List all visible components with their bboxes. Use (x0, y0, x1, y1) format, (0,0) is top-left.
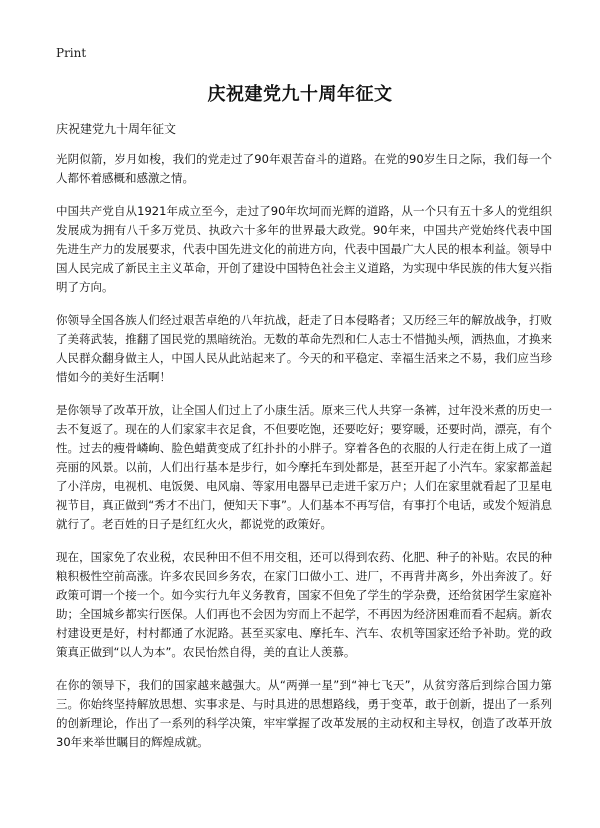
paragraph-3: 你领导全国各族人们经过艰苦卓绝的八年抗战，赶走了日本侵略者；又历经三年的解放战争，打败了美蒋武装，推翻了国民党的黑暗统治。无数的革命先烈和仁人志士不惜抛头颅，洒热血，才换来人民群众翻身做主人，中国人民从此站起来了。今天的和平稳定、幸福生活来之不易，我们应当珍惜如今的美好生活啊！ (56, 313, 552, 384)
paragraph-6: 在你的领导下，我们的国家越来越强大。从“两弹一星”到“神七飞天”，从贫穷落后到综合国力第三。你始终坚持解放思想、实事求是、与时具进的思想路线，勇于变革，敢于创新，提出了一系列的创新理论，作出了一系列的科学决策，牢牢掌握了改革发展的主动权和主导权，创造了改革开放30年来举世瞩目的辉煌成就。 (56, 678, 552, 749)
print-link[interactable]: Print (56, 46, 87, 60)
paragraph-4: 是你领导了改革开放，让全国人们过上了小康生活。原来三代人共穿一条裤，过年没米煮的历史一去不复返了。现在的人们家家丰衣足食，不但要吃饱，还要吃好；要穿暖，还要时尚，漂亮，有个性。过去的瘦骨嶙峋、脸色蜡黄变成了红扑扑的小胖子。穿着各色的衣服的人行走在街上成了一道亮丽的风景。以前，人们出行基本是步行，如今摩托车到处都是，甚至开起了小汽车。家家都盖起了小洋房，电视机、电饭煲、电风扇、等家用电器早已走进千家万户；人们在家里就看起了卫星电视节目，真正做到“秀才不出门，便知天下事”。人们基本不再写信，有事打个电话，或发个短消息就行了。老百姓的日子是红红火火，都说党的政策好。 (56, 403, 552, 531)
article-body (56, 150, 552, 766)
paragraph-2: 中国共产党自从1921年成立至今，走过了90年坎坷而光辉的道路，从一个只有五十多人的党组织发展成为拥有八千多万党员、执政六十多年的世界最大政党。90年来，中国共产党始终代表中国先进生产力的发展要求，代表中国先进文化的前进方向，代表中国最广大人民的根本利益。领导中国人民完成了新民主主义革命，开创了建设中国特色社会主义道路，为实现中华民族的伟大复兴指明了方向。 (56, 204, 552, 294)
paragraph-5: 现在，国家免了农业税，农民种田不但不用交租，还可以得到农药、化肥、种子的补贴。农民的种粮积极性空前高涨。许多农民回乡务农，在家门口做小工、进厂，不再背井离乡，外出奔波了。好政策可谓一个接一个。如今实行九年义务教育，国家不但免了学生的学杂费，还给贫困学生家庭补助；全国城乡都实行医保。人们再也不会因为穷而上不起学，不再因为经济困难而看不起病。新农村建设更是好，村村都通了水泥路。甚至买家电、摩托车、汽车、农机等国家还给予补助。党的政策真正做到“以人为本”。农民怡然自得，美的直让人羡慕。 (56, 550, 552, 659)
page-title: 庆祝建党九十周年征文 (207, 84, 393, 105)
paragraph-1: 光阴似箭，岁月如梭，我们的党走过了90年艰苦奋斗的道路。在党的90岁生日之际，我们每一个人都怀着感概和感激之情。 (56, 152, 552, 185)
document-subtitle: 庆祝建党九十周年征文 (56, 122, 177, 136)
